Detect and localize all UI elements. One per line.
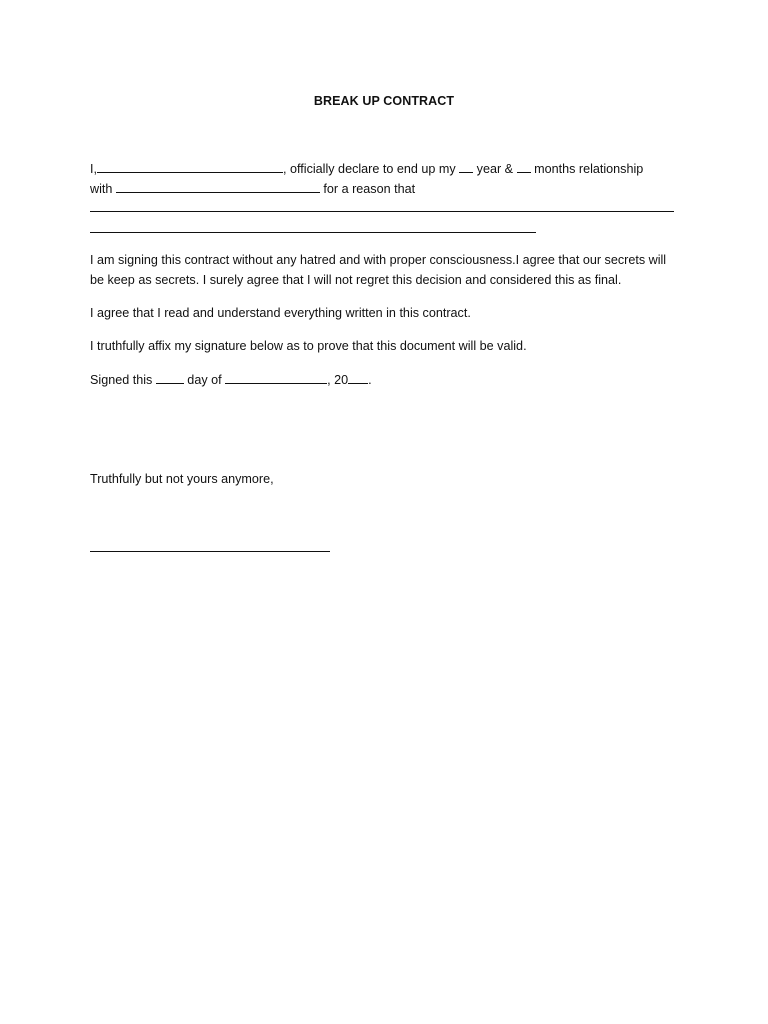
signature-line[interactable] bbox=[90, 551, 330, 552]
name-blank[interactable] bbox=[97, 160, 283, 173]
years-blank[interactable] bbox=[459, 160, 473, 173]
year-prefix: , 20 bbox=[327, 373, 349, 387]
reason-blank-line-2[interactable] bbox=[90, 232, 536, 233]
closing-line: Truthfully but not yours anymore, bbox=[90, 472, 274, 486]
with-label: with bbox=[90, 182, 116, 196]
paragraph-understand: I agree that I read and understand everything written in this contract. bbox=[90, 306, 471, 320]
signed-line bbox=[90, 371, 372, 388]
month-blank[interactable] bbox=[225, 371, 327, 384]
months-label: months relationship bbox=[530, 162, 644, 176]
paragraph-consciousness-line-1: I am signing this contract without any hatred and with proper consciousness.I agree that our secrets will bbox=[90, 253, 667, 267]
year-blank[interactable] bbox=[348, 371, 368, 384]
declaration-prefix: I, bbox=[90, 162, 97, 176]
partner-name-blank[interactable] bbox=[116, 180, 320, 193]
day-blank[interactable] bbox=[156, 371, 184, 384]
year-label: year & bbox=[473, 162, 517, 176]
declaration-middle: , officially declare to end up my bbox=[283, 162, 460, 176]
reason-blank-line-1[interactable] bbox=[90, 211, 674, 212]
reason-label: for a reason that bbox=[319, 182, 416, 196]
signed-prefix: Signed this bbox=[90, 373, 156, 387]
paragraph-affix-signature: I truthfully affix my signature below as to prove that this document will be valid. bbox=[90, 339, 527, 353]
paragraph-consciousness-line-2: be keep as secrets. I surely agree that I will not regret this decision and considered this as final. bbox=[90, 273, 622, 287]
signed-end: . bbox=[368, 373, 372, 387]
declaration-line bbox=[90, 160, 643, 177]
document-title: BREAK UP CONTRACT bbox=[313, 94, 455, 108]
months-blank[interactable] bbox=[517, 160, 531, 173]
with-line bbox=[90, 180, 415, 197]
day-of-label: day of bbox=[183, 373, 226, 387]
